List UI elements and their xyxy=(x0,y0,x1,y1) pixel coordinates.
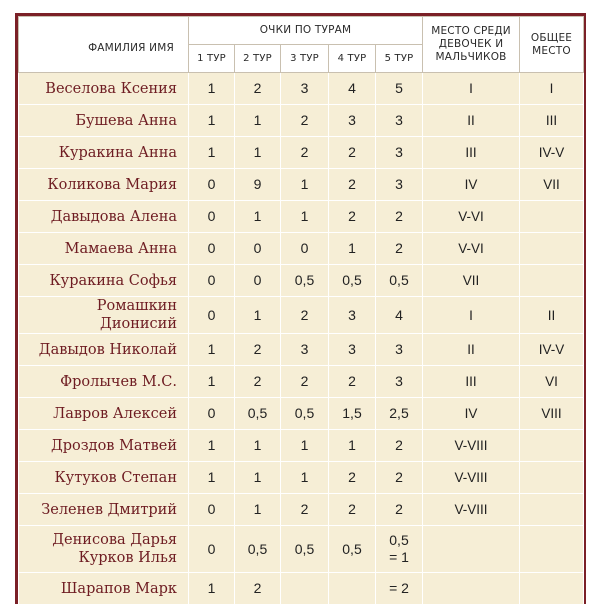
tour-3-score xyxy=(281,105,329,137)
tour-4-score xyxy=(329,105,376,137)
tour-1-score xyxy=(189,137,235,169)
group-place: V-VIII xyxy=(423,430,520,462)
score-value: 9 xyxy=(253,176,262,192)
table-row xyxy=(19,462,584,494)
group-place: IV xyxy=(423,398,520,430)
overall-place xyxy=(520,526,584,573)
tour-2-score xyxy=(235,398,281,430)
score-value: 2 xyxy=(348,501,356,517)
participant-name-line: Курков Илья xyxy=(78,550,177,566)
score-value: 5 xyxy=(395,80,403,96)
score-value: 2,5 xyxy=(389,405,409,421)
overall-place: IV-V xyxy=(520,137,584,169)
participant-name xyxy=(19,494,189,526)
tour-4-score xyxy=(329,73,376,105)
score-value: 1 xyxy=(207,341,216,357)
table-row xyxy=(19,334,584,366)
participant-name-line: Шарапов Марк xyxy=(60,580,177,597)
score-value: 2 xyxy=(348,373,356,389)
tour-4-score xyxy=(329,334,376,366)
participant-name-line: Мамаева Анна xyxy=(64,240,177,257)
score-value: 2 xyxy=(253,80,262,96)
tour-5-score xyxy=(376,73,423,105)
tour-1-score xyxy=(189,334,235,366)
score-value: 1 xyxy=(253,208,262,224)
tour-3-score xyxy=(281,398,329,430)
tours-group-header: ОЧКИ ПО ТУРАМ xyxy=(189,17,423,45)
results-table-frame xyxy=(15,13,586,604)
participant-name-line: Коликова Мария xyxy=(47,176,177,193)
participant-name xyxy=(19,201,189,233)
score-value: 1,5 xyxy=(342,405,362,421)
tour-3-score xyxy=(281,233,329,265)
tour-5-score xyxy=(376,297,423,334)
score-value: 4 xyxy=(348,80,356,96)
score-value: 1 xyxy=(253,306,262,323)
score-value: 0,5 xyxy=(247,405,268,421)
score-value: 0 xyxy=(253,240,262,256)
participant-name xyxy=(19,573,189,605)
score-value: = 2 xyxy=(389,580,409,596)
score-value: 1 xyxy=(207,373,216,389)
tour-3-score xyxy=(281,462,329,494)
overall-place xyxy=(520,494,584,526)
tour-3-score xyxy=(281,430,329,462)
participant-name xyxy=(19,169,189,201)
tour-5-score xyxy=(376,233,423,265)
overall-place: VI xyxy=(520,366,584,398)
table-row xyxy=(19,73,584,105)
score-value: 2 xyxy=(300,501,309,517)
tour-2-score xyxy=(235,494,281,526)
tour-2-score xyxy=(235,334,281,366)
score-value: 0,5 xyxy=(389,272,409,288)
participant-name xyxy=(19,462,189,494)
overall-place: III xyxy=(520,105,584,137)
score-value: 3 xyxy=(395,112,403,128)
tour-3-score xyxy=(281,201,329,233)
table-row xyxy=(19,573,584,605)
tour-2-score xyxy=(235,462,281,494)
tour-1-score xyxy=(189,105,235,137)
overall-place xyxy=(520,233,584,265)
tour-2-score xyxy=(235,201,281,233)
overall-place: VIII xyxy=(520,398,584,430)
score-value: 1 xyxy=(253,112,262,128)
score-value: 3 xyxy=(348,112,356,128)
score-value: 0 xyxy=(300,240,309,256)
score-value: 1 xyxy=(207,437,216,453)
table-row xyxy=(19,366,584,398)
tour-2-score xyxy=(235,297,281,334)
results-body xyxy=(19,73,584,605)
group-place: II xyxy=(423,334,520,366)
score-value: 1 xyxy=(348,240,356,256)
tour-1-score xyxy=(189,462,235,494)
participant-name xyxy=(19,366,189,398)
score-value: 1 xyxy=(207,580,216,596)
participant-name-line: Дроздов Матвей xyxy=(50,437,177,454)
tour-4-score xyxy=(329,366,376,398)
tour-2-header: 2 ТУР xyxy=(235,45,281,73)
score-value: 1 xyxy=(253,501,262,517)
score-value: 1 xyxy=(207,80,216,96)
score-value: 1 xyxy=(300,437,309,453)
tour-2-score xyxy=(235,73,281,105)
tour-4-score xyxy=(329,233,376,265)
group-place: V-VIII xyxy=(423,462,520,494)
score-value: 3 xyxy=(348,341,356,357)
tour-2-score xyxy=(235,265,281,297)
score-value: 4 xyxy=(395,306,403,323)
group-place: V-VIII xyxy=(423,494,520,526)
score-value: 0 xyxy=(207,208,216,224)
participant-name-line: Бушева Анна xyxy=(75,112,177,129)
score-value: 2 xyxy=(300,112,309,128)
tour-5-score xyxy=(376,462,423,494)
score-value: 0 xyxy=(207,272,216,288)
score-value: 0 xyxy=(207,240,216,256)
table-row xyxy=(19,297,584,334)
score-value: 2 xyxy=(300,144,309,160)
score-value: 0 xyxy=(207,405,216,421)
tour-5-score xyxy=(376,334,423,366)
score-value: 1 xyxy=(348,437,356,453)
group-place xyxy=(423,573,520,605)
overall-place-header: ОБЩЕЕ МЕСТО xyxy=(520,17,584,73)
score-value: 3 xyxy=(395,144,403,160)
score-value: 3 xyxy=(395,176,403,192)
overall-place: I xyxy=(520,73,584,105)
tour-1-score xyxy=(189,430,235,462)
tour-1-header: 1 ТУР xyxy=(189,45,235,73)
tour-3-score xyxy=(281,169,329,201)
group-place: III xyxy=(423,137,520,169)
group-place: II xyxy=(423,105,520,137)
tour-4-score xyxy=(329,169,376,201)
score-value: = 1 xyxy=(389,549,409,565)
score-value: 0 xyxy=(207,176,216,192)
participant-name xyxy=(19,297,189,334)
tour-2-score xyxy=(235,137,281,169)
tour-1-score xyxy=(189,297,235,334)
tour-5-score xyxy=(376,366,423,398)
participant-name xyxy=(19,105,189,137)
overall-place xyxy=(520,265,584,297)
tour-5-score xyxy=(376,169,423,201)
participant-name-line: Куракина Анна xyxy=(58,144,177,161)
tour-2-score xyxy=(235,366,281,398)
score-value: 1 xyxy=(207,469,216,485)
tour-1-score xyxy=(189,233,235,265)
score-value: 1 xyxy=(253,437,262,453)
participant-name-line: Давыдова Алена xyxy=(50,208,177,225)
table-row xyxy=(19,169,584,201)
overall-place: II xyxy=(520,297,584,334)
tour-5-score xyxy=(376,105,423,137)
score-value: 3 xyxy=(395,373,403,389)
participant-name xyxy=(19,137,189,169)
score-value: 0 xyxy=(207,306,216,323)
score-value: 3 xyxy=(348,306,356,323)
tour-1-score xyxy=(189,73,235,105)
score-value: 0,5 xyxy=(294,405,315,421)
tour-1-score xyxy=(189,494,235,526)
score-value: 1 xyxy=(207,144,216,160)
participant-name xyxy=(19,430,189,462)
tour-2-score xyxy=(235,233,281,265)
participant-name-line: Денисова Дарья xyxy=(52,532,177,548)
group-place: I xyxy=(423,297,520,334)
participant-name xyxy=(19,265,189,297)
tour-3-score xyxy=(281,526,329,573)
tour-5-header: 5 ТУР xyxy=(376,45,423,73)
tour-4-score xyxy=(329,462,376,494)
tour-5-score xyxy=(376,494,423,526)
tour-1-score xyxy=(189,169,235,201)
score-value: 1 xyxy=(300,176,309,192)
overall-place: IV-V xyxy=(520,334,584,366)
table-row xyxy=(19,265,584,297)
tour-3-score xyxy=(281,573,329,605)
score-value: 1 xyxy=(253,144,262,160)
tour-4-score xyxy=(329,265,376,297)
tour-5-score xyxy=(376,137,423,169)
participant-name xyxy=(19,73,189,105)
score-value: 1 xyxy=(300,469,309,485)
tour-4-score xyxy=(329,398,376,430)
table-row xyxy=(19,201,584,233)
group-place: VII xyxy=(423,265,520,297)
score-value: 2 xyxy=(300,306,309,323)
score-value: 2 xyxy=(253,341,262,357)
participant-name-line: Кутуков Степан xyxy=(54,469,177,486)
tour-5-score xyxy=(376,430,423,462)
tour-2-score xyxy=(235,430,281,462)
score-value: 2 xyxy=(395,501,403,517)
tour-5-score xyxy=(376,201,423,233)
score-value: 0,5 xyxy=(342,540,362,557)
table-row xyxy=(19,105,584,137)
tour-4-score xyxy=(329,430,376,462)
participant-name-line: Зеленев Дмитрий xyxy=(41,501,177,518)
score-value: 2 xyxy=(348,469,356,485)
overall-place xyxy=(520,462,584,494)
participant-name xyxy=(19,233,189,265)
score-value: 0,5 xyxy=(294,272,315,288)
tour-3-score xyxy=(281,265,329,297)
score-value: 2 xyxy=(253,580,262,596)
score-value: 2 xyxy=(348,176,356,192)
tour-4-score xyxy=(329,494,376,526)
tour-3-score xyxy=(281,297,329,334)
group-place-header: МЕСТО СРЕДИ ДЕВОЧЕК И МАЛЬЧИКОВ xyxy=(423,17,520,73)
score-value: 3 xyxy=(300,341,309,357)
tour-4-score xyxy=(329,297,376,334)
participant-name xyxy=(19,334,189,366)
tour-3-score xyxy=(281,73,329,105)
score-value: 1 xyxy=(253,469,262,485)
score-value: 2 xyxy=(395,469,403,485)
group-place: III xyxy=(423,366,520,398)
score-value: 0,5 xyxy=(389,532,409,548)
overall-place: VII xyxy=(520,169,584,201)
table-row xyxy=(19,398,584,430)
tour-4-score xyxy=(329,573,376,605)
score-value: 2 xyxy=(395,208,403,224)
name-column-header: ФАМИЛИЯ ИМЯ xyxy=(19,17,189,73)
table-row xyxy=(19,526,584,573)
score-value: 0,5 xyxy=(247,540,268,557)
participant-name xyxy=(19,526,189,573)
score-value: 2 xyxy=(395,437,403,453)
table-row xyxy=(19,494,584,526)
score-value: 0 xyxy=(253,272,262,288)
participant-name-line: Веселова Ксения xyxy=(45,80,177,97)
score-value: 2 xyxy=(348,208,356,224)
score-value: 2 xyxy=(253,373,262,389)
score-value: 1 xyxy=(300,208,309,224)
tour-1-score xyxy=(189,398,235,430)
participant-name-line: Давыдов Николай xyxy=(38,341,177,358)
tour-1-score xyxy=(189,526,235,573)
tour-5-score xyxy=(376,526,423,573)
participant-name-line: Куракина Софья xyxy=(49,272,177,289)
participant-name-line: Лавров Алексей xyxy=(53,405,177,422)
table-row xyxy=(19,233,584,265)
tour-2-score xyxy=(235,105,281,137)
tour-5-score xyxy=(376,573,423,605)
score-value: 2 xyxy=(300,373,309,389)
tour-3-header: 3 ТУР xyxy=(281,45,329,73)
tour-2-score xyxy=(235,169,281,201)
tour-4-score xyxy=(329,526,376,573)
score-value: 2 xyxy=(395,240,403,256)
tour-5-score xyxy=(376,265,423,297)
tour-4-score xyxy=(329,137,376,169)
tour-1-score xyxy=(189,573,235,605)
group-place: V-VI xyxy=(423,201,520,233)
group-place: IV xyxy=(423,169,520,201)
participant-name xyxy=(19,398,189,430)
score-value: 0 xyxy=(207,540,216,557)
score-value: 1 xyxy=(207,112,216,128)
tour-3-score xyxy=(281,334,329,366)
score-value: 0,5 xyxy=(342,272,362,288)
tour-3-score xyxy=(281,366,329,398)
group-place: I xyxy=(423,73,520,105)
score-value: 3 xyxy=(300,80,309,96)
tour-3-score xyxy=(281,494,329,526)
tour-4-score xyxy=(329,201,376,233)
overall-place xyxy=(520,201,584,233)
score-value: 3 xyxy=(395,341,403,357)
tour-3-score xyxy=(281,137,329,169)
tour-4-header: 4 ТУР xyxy=(329,45,376,73)
score-value: 2 xyxy=(348,144,356,160)
tour-1-score xyxy=(189,366,235,398)
score-value: 0,5 xyxy=(294,540,315,557)
participant-name-line: Фролычев М.С. xyxy=(60,373,177,390)
tour-2-score xyxy=(235,526,281,573)
participant-name-line: Ромашкин Дионисий xyxy=(96,298,177,332)
group-place xyxy=(423,526,520,573)
tour-5-score xyxy=(376,398,423,430)
tour-1-score xyxy=(189,265,235,297)
group-place: V-VI xyxy=(423,233,520,265)
results-table xyxy=(18,16,584,605)
tour-2-score xyxy=(235,573,281,605)
table-row xyxy=(19,137,584,169)
score-value: 0 xyxy=(207,501,216,517)
table-row xyxy=(19,430,584,462)
overall-place xyxy=(520,573,584,605)
tour-1-score xyxy=(189,201,235,233)
overall-place xyxy=(520,430,584,462)
